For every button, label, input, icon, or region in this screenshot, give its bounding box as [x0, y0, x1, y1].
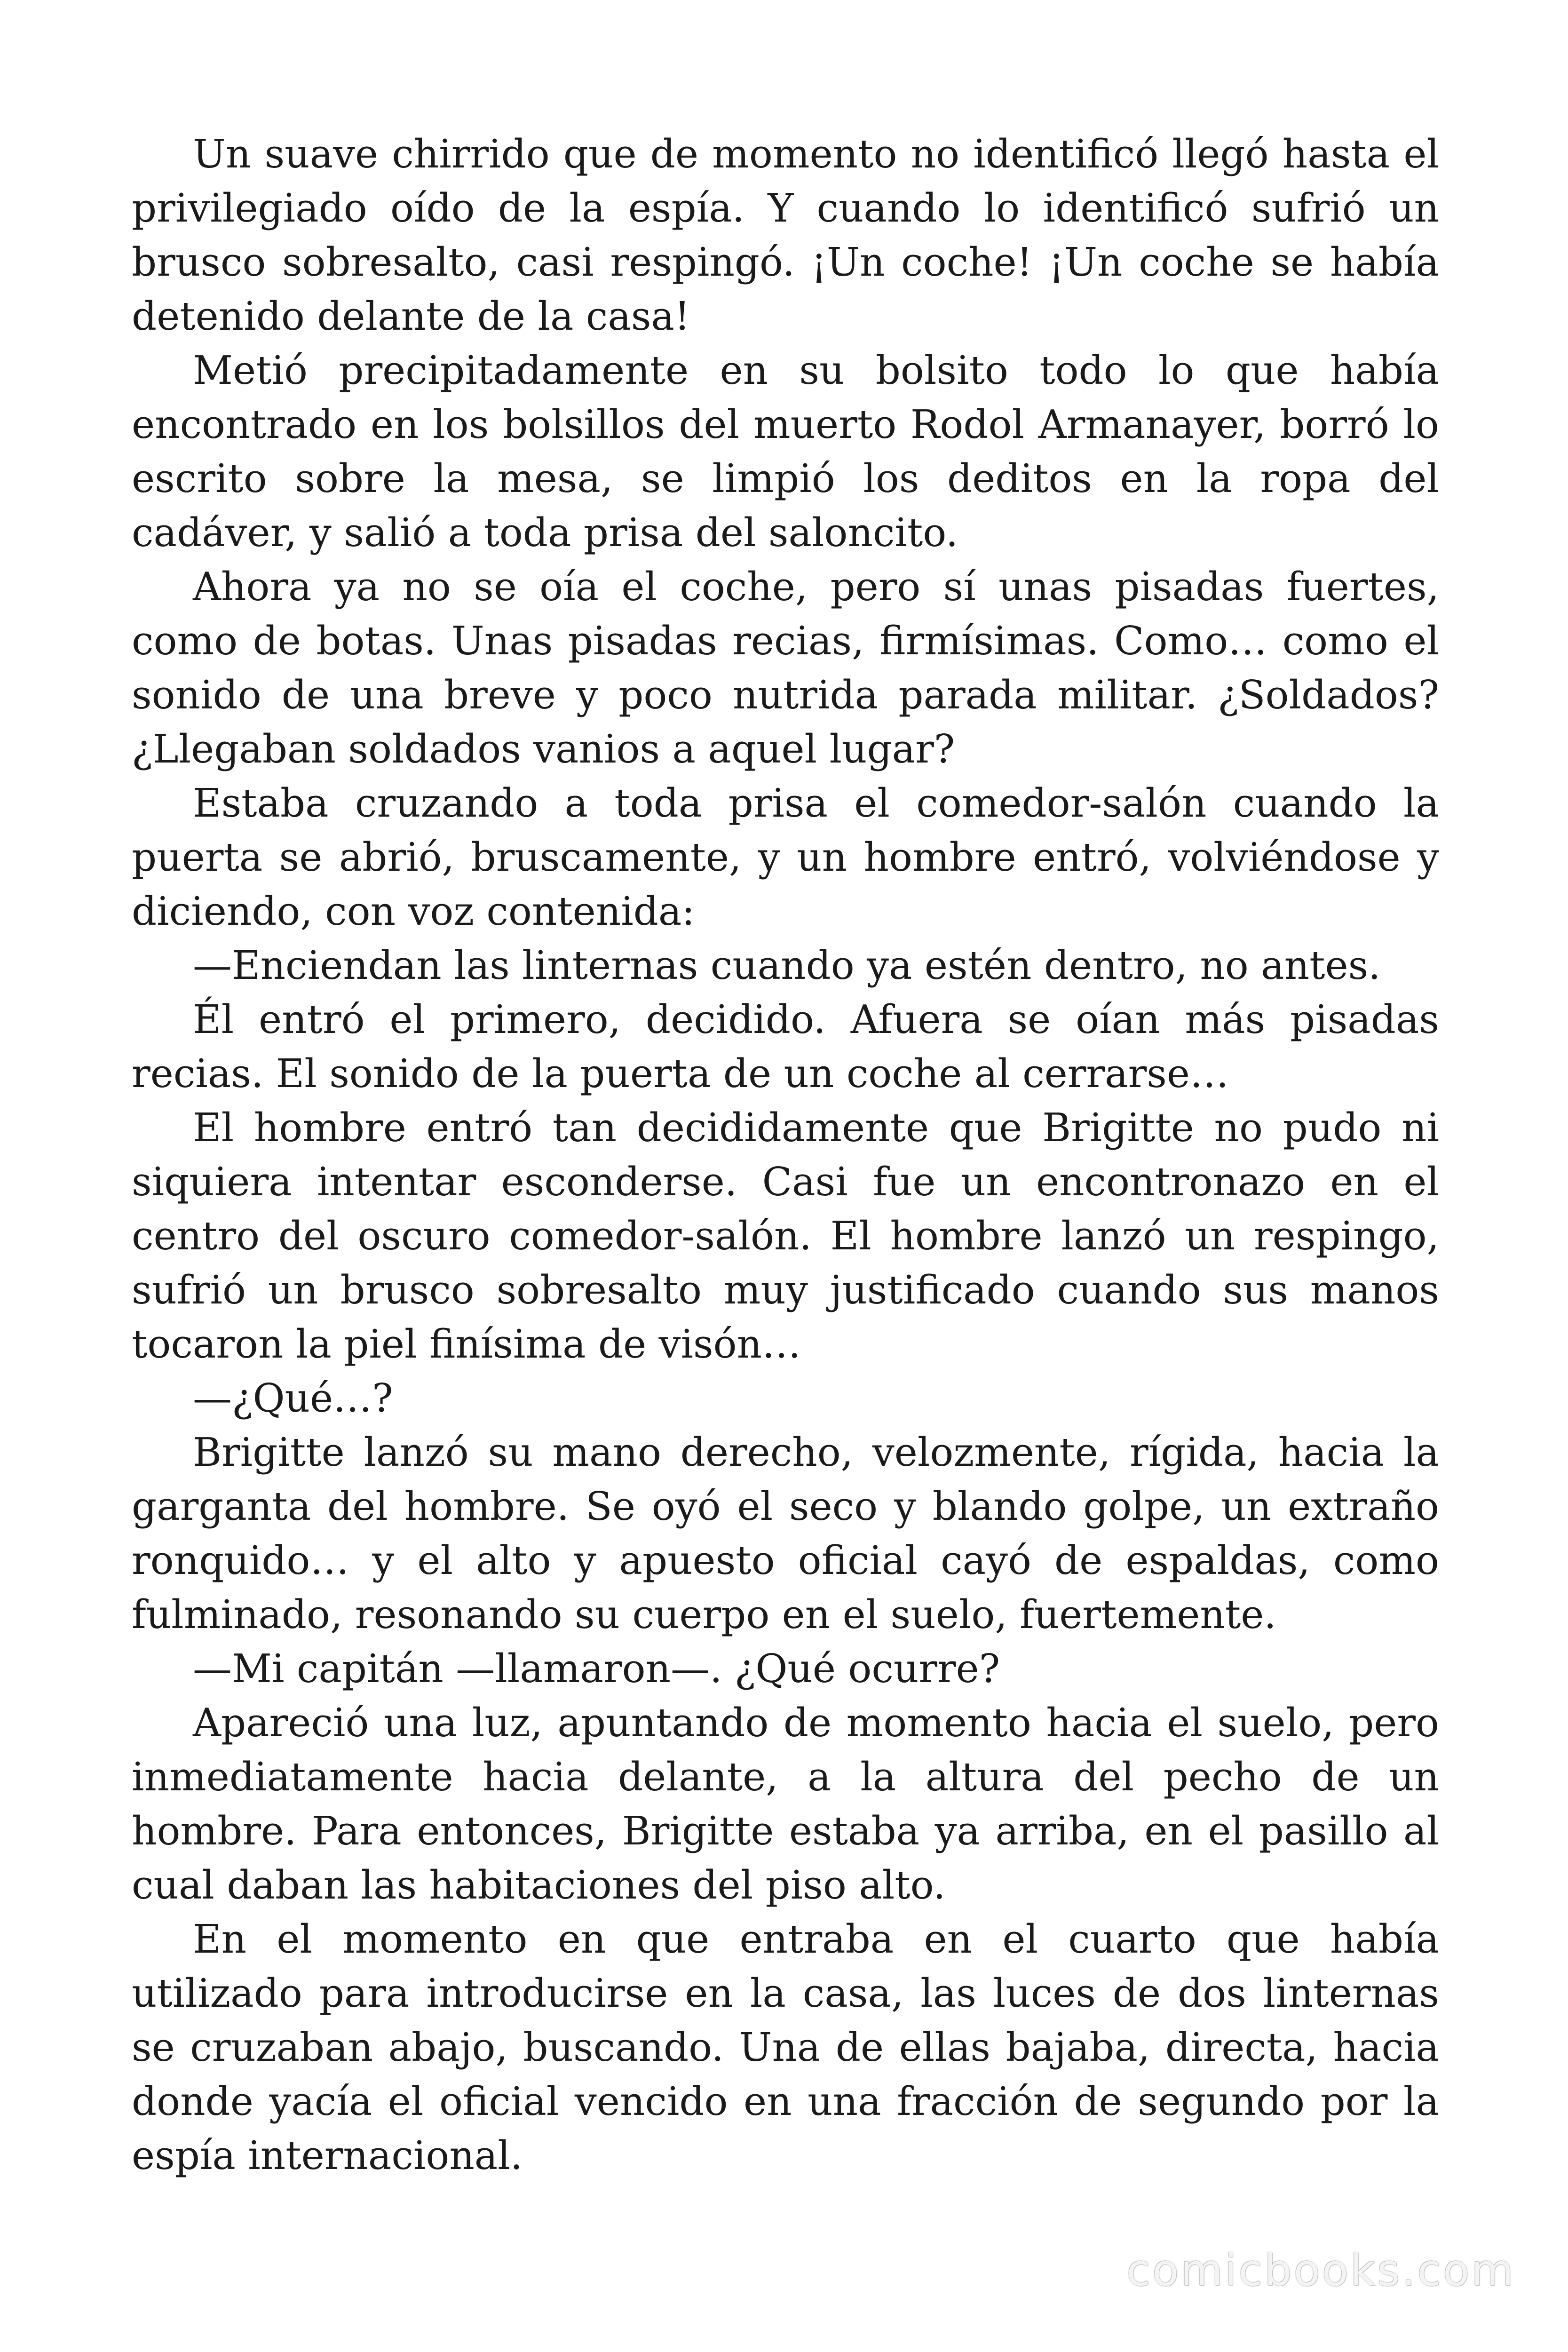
paragraph: Ahora ya no se oía el coche, pero sí unas pisadas fuertes, como de botas. Unas pisadas recias, firmísimas. Como… como el sonido de una breve y poco nutrida parada militar. ¿Soldados? ¿Llegaban soldados vanios a aquel lugar? [132, 564, 1439, 772]
paragraph: Brigitte lanzó su mano derecho, velozmente, rígida, hacia la garganta del hombre. Se oyó el seco y blando golpe, un extraño ronquido… y el alto y apuesto oficial cayó de espaldas, como fulminado, resonando su cuerpo en el suelo, fuertemente. [132, 1430, 1439, 1637]
paragraph: Metió precipitadamente en su bolsito todo lo que había encontrado en los bolsillos del muerto Rodol Armanayer, borró lo escrito sobre la mesa, se limpió los deditos en la ropa del cadáver, y salió a toda prisa del saloncito. [132, 348, 1439, 556]
paragraph: Estaba cruzando a toda prisa el comedor-salón cuando la puerta se abrió, bruscamente, y un hombre entró, volviéndose y diciendo, con voz contenida: [132, 780, 1439, 934]
paragraph: —Mi capitán —llamaron—. ¿Qué ocurre? [193, 1646, 1000, 1692]
paragraph: Un suave chirrido que de momento no identificó llegó hasta el privilegiado oído de la espía. Y cuando lo identificó sufrió un brusco sobresalto, casi respingó. ¡Un coche! ¡Un coche se había detenido delante de la casa! [132, 131, 1439, 339]
paragraph: En el momento en que entraba en el cuarto que había utilizado para introducirse en la casa, las luces de dos linternas se cruzaban abajo, buscando. Una de ellas bajaba, directa, hacia donde yacía el oficial vencido en una fracción de segundo por la espía internacional. [132, 1916, 1439, 2178]
watermark: comicbooks.com [1126, 2245, 1515, 2296]
paragraph: Él entró el primero, decidido. Afuera se oían más pisadas recias. El sonido de la puerta de un coche al cerrarse… [132, 997, 1439, 1097]
book-page-text [132, 127, 1439, 2183]
paragraph: —¿Qué…? [193, 1375, 393, 1421]
paragraph: El hombre entró tan decididamente que Brigitte no pudo ni siquiera intentar esconderse. Casi fue un encontronazo en el centro del oscuro comedor-salón. El hombre lanzó un respingo, sufrió un brusco sobresalto muy justificado cuando sus manos tocaron la piel finísima de visón… [132, 1105, 1439, 1367]
paragraph: Apareció una luz, apuntando de momento hacia el suelo, pero inmediatamente hacia delante, a la altura del pecho de un hombre. Para entonces, Brigitte estaba ya arriba, en el pasillo al cual daban las habitaciones del piso alto. [132, 1700, 1439, 1908]
paragraph: —Enciendan las linternas cuando ya estén dentro, no antes. [193, 943, 1381, 988]
